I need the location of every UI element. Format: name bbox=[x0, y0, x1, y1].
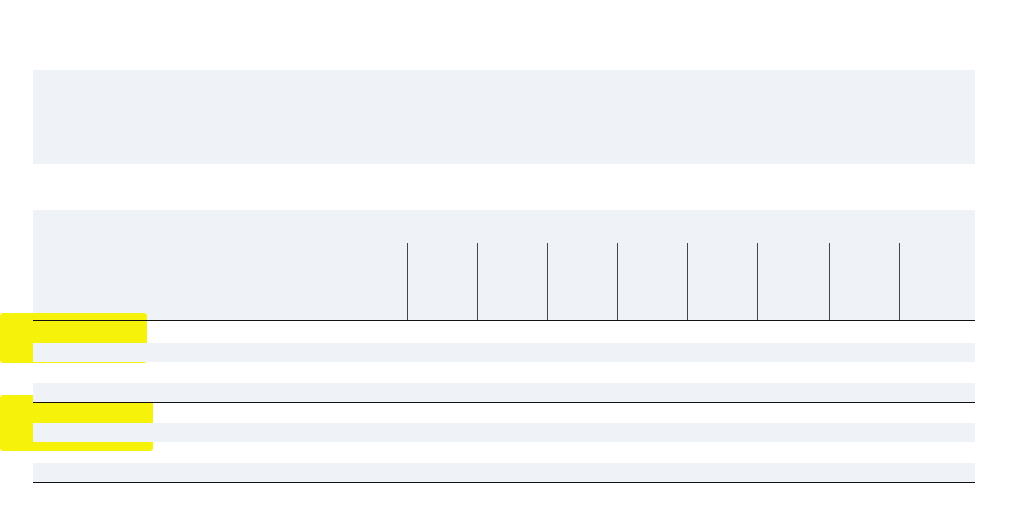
info-band bbox=[33, 70, 975, 164]
table-header-band bbox=[33, 210, 975, 320]
header-rule bbox=[33, 320, 975, 321]
employee-rule bbox=[33, 402, 975, 403]
table-end-rule bbox=[33, 482, 975, 483]
